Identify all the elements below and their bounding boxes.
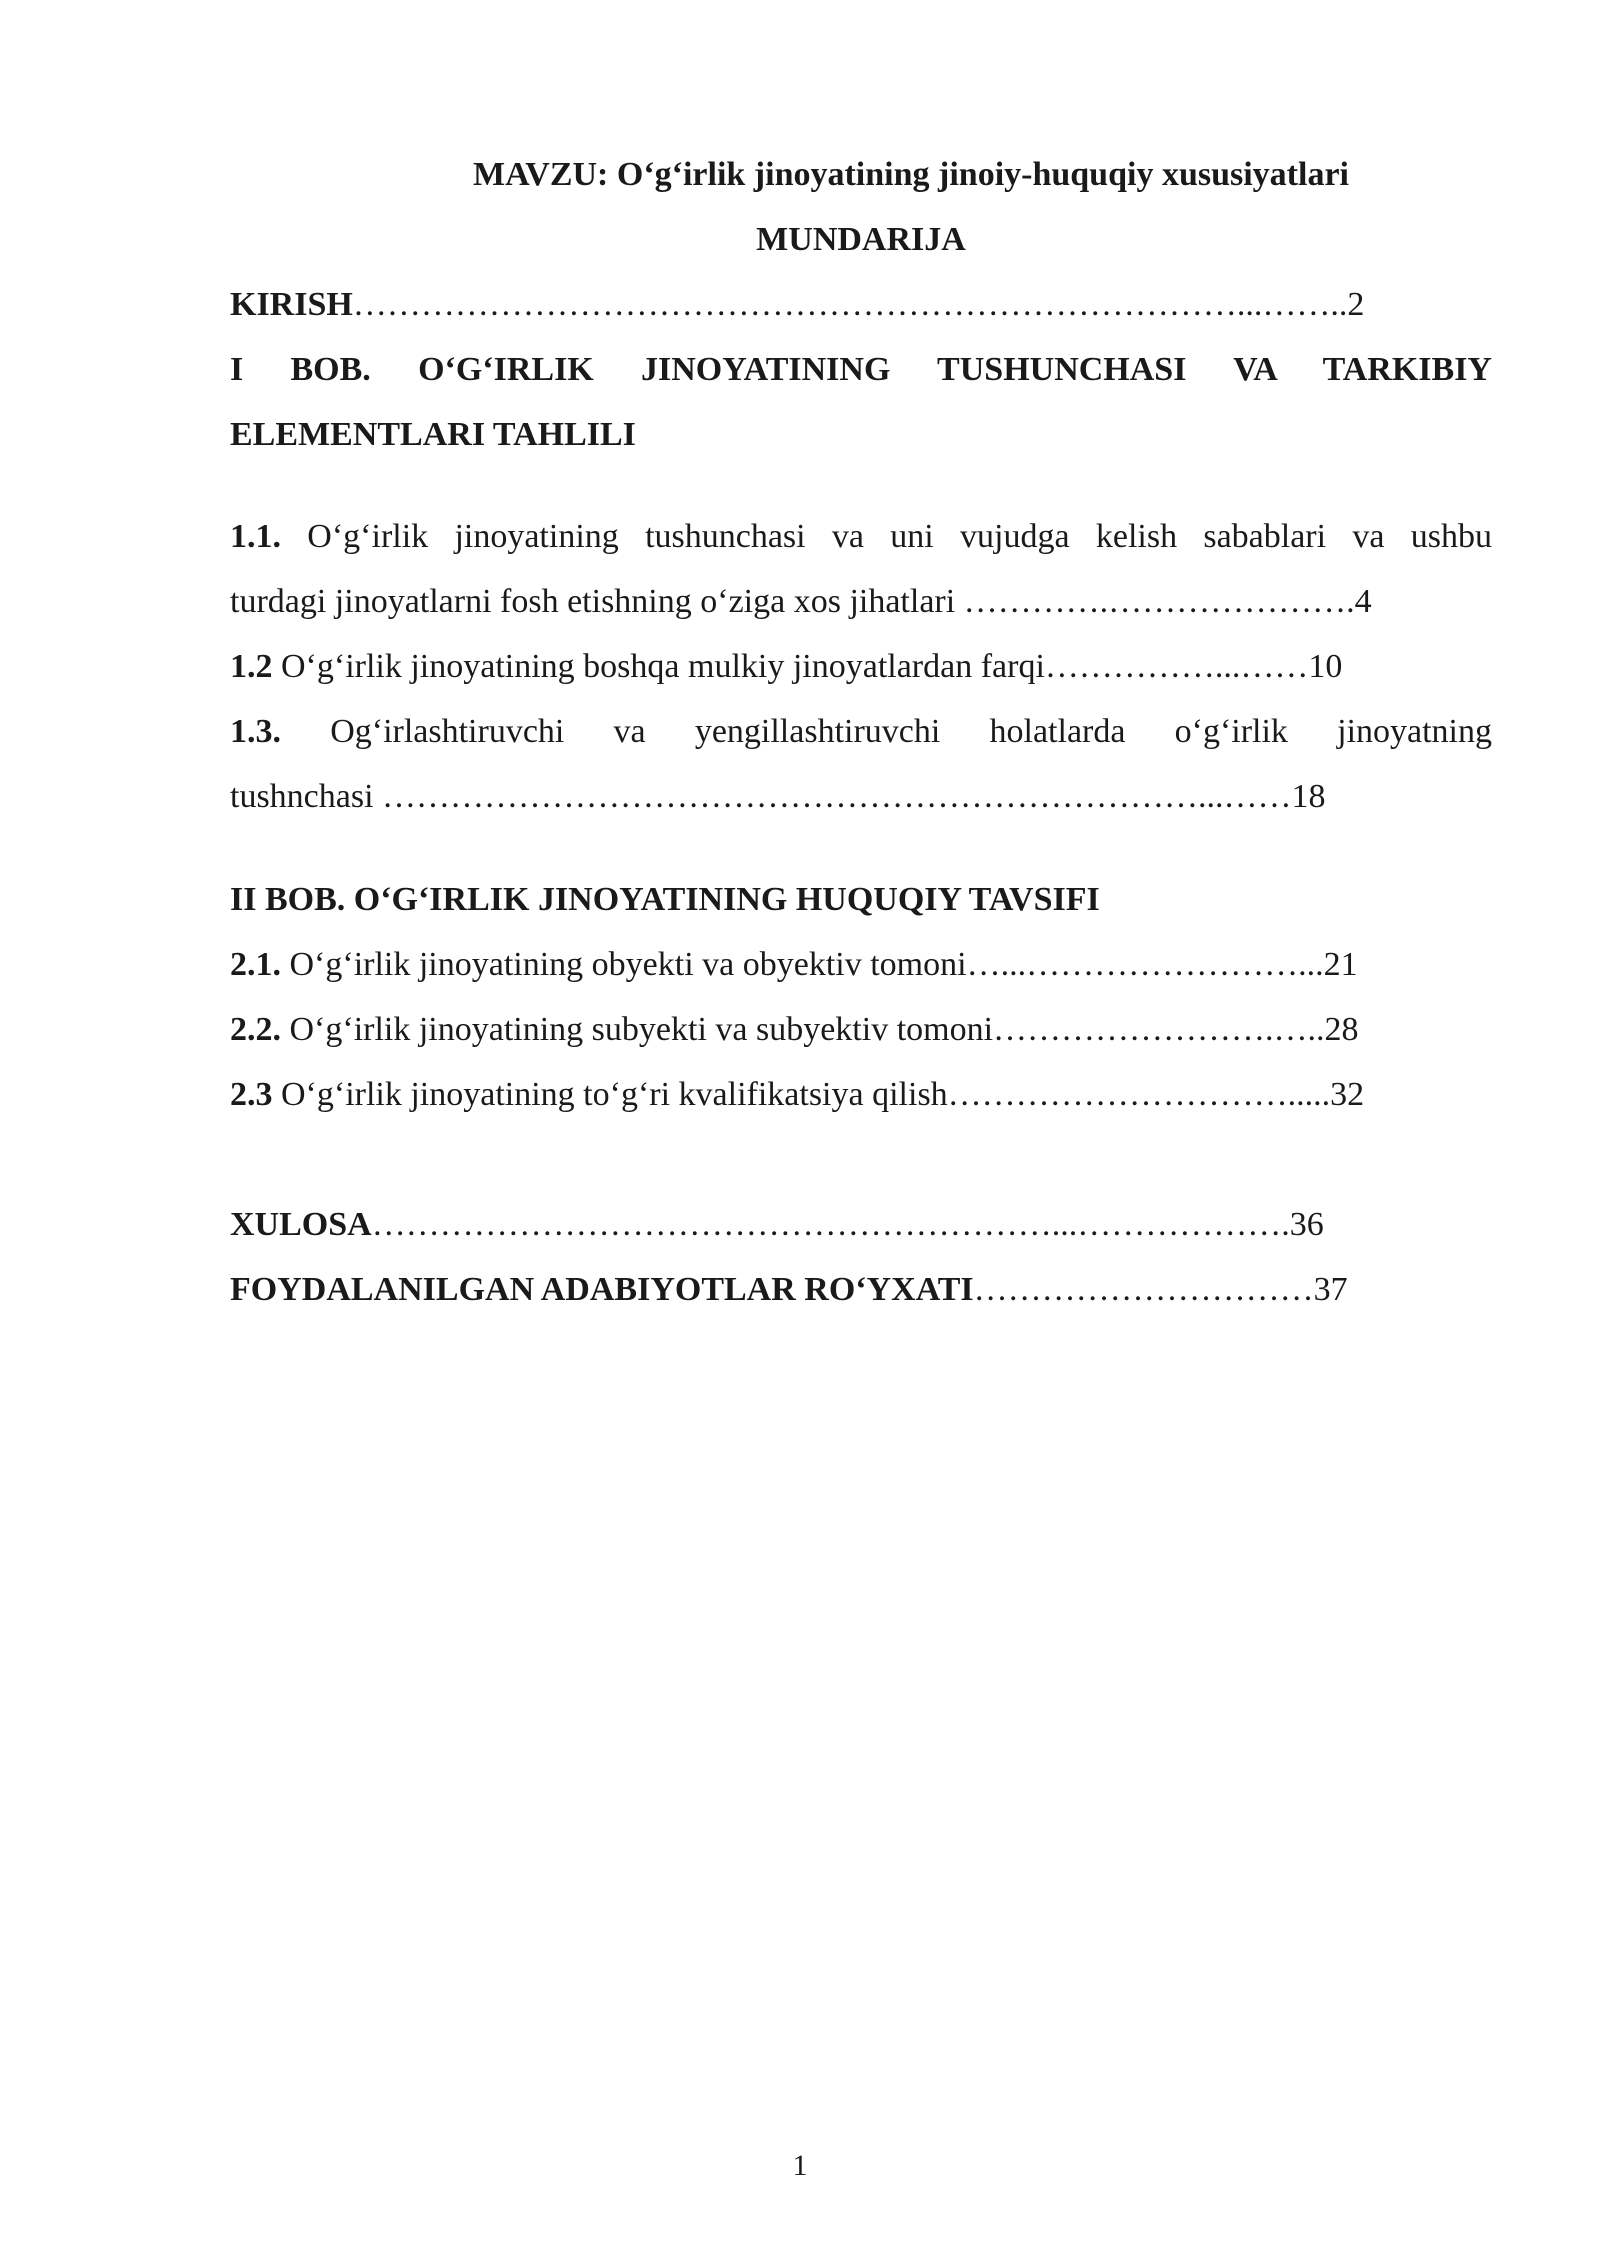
- toc-entry-label: XULOSA: [230, 1206, 372, 1243]
- toc-entry-number: 2.3: [230, 1076, 273, 1113]
- toc-entry-2-3: [230, 1075, 1492, 1115]
- toc-entry-text: O‘g‘irlik jinoyatining tushunchasi va uni vujudga kelish sabablari va ushbu: [307, 518, 1492, 555]
- chapter-2-title: II BOB. O‘G‘IRLIK JINOYATINING HUQUQIY TAVSIFI: [230, 881, 1100, 918]
- page-number: 1: [792, 2149, 808, 2182]
- toc-entry-text: O‘g‘irlik jinoyatining to‘g‘ri kvalifikatsiya qilish………………………….....32: [281, 1076, 1365, 1113]
- toc-entry-2-1: [230, 945, 1492, 985]
- toc-entry-text: O‘g‘irlik jinoyatining subyekti va subyektiv tomoni…………………….…..28: [289, 1011, 1359, 1048]
- toc-entry-number: 2.2.: [230, 1011, 281, 1048]
- toc-entry-text: O‘g‘irlik jinoyatining boshqa mulkiy jinoyatlardan farqi……………...……10: [281, 648, 1343, 685]
- chapter-1-title-line-2: ELEMENTLARI TAHLILI: [230, 416, 636, 453]
- toc-entry-xulosa: [230, 1205, 1492, 1245]
- toc-heading: MUNDARIJA: [756, 221, 966, 258]
- toc-entry-number: 1.3.: [230, 713, 281, 750]
- toc-entry-text: Og‘irlashtiruvchi va yengillashtiruvchi holatlarda o‘g‘irlik jinoyatning: [330, 713, 1492, 750]
- toc-entry-1-1-line-2: turdagi jinoyatlarni fosh etishning o‘ziga xos jihatlari ………….………………….4: [230, 583, 1372, 620]
- toc-entry-number: 1.2: [230, 648, 273, 685]
- toc-entry-1-2: [230, 647, 1492, 687]
- toc-entry-leader: ……………………………………………………...……………….36: [371, 1206, 1324, 1243]
- toc-entry-text: O‘g‘irlik jinoyatining obyekti va obyektiv tomoni…...……………………...21: [289, 946, 1358, 983]
- toc-entry-1-1-line-1: [230, 517, 1492, 557]
- toc-entry-1-3-line-1: [230, 712, 1492, 752]
- toc-entry-number: 2.1.: [230, 946, 281, 983]
- toc-entry-label: FOYDALANILGAN ADABIYOTLAR RO‘YXATI: [230, 1271, 974, 1308]
- toc-entry-kirish: [230, 285, 1492, 325]
- toc-entry-1-3-line-2: tushnchasi ………………………………………………………………...……18: [230, 778, 1326, 815]
- toc-entry-label: KIRISH: [230, 286, 353, 323]
- toc-entry-leader: ……………………………………………………………………...……..2: [352, 286, 1365, 323]
- toc-entry-leader: …………………………37: [973, 1271, 1348, 1308]
- document-title: MAVZU: O‘g‘irlik jinoyatining jinoiy-huquqiy xususiyatlari: [473, 156, 1349, 193]
- toc-entry-2-2: [230, 1010, 1492, 1050]
- chapter-1-title-line-1: I BOB. O‘G‘IRLIK JINOYATINING TUSHUNCHASI VA TARKIBIY: [230, 351, 1492, 388]
- toc-entry-references: [230, 1270, 1492, 1310]
- toc-entry-number: 1.1.: [230, 518, 281, 555]
